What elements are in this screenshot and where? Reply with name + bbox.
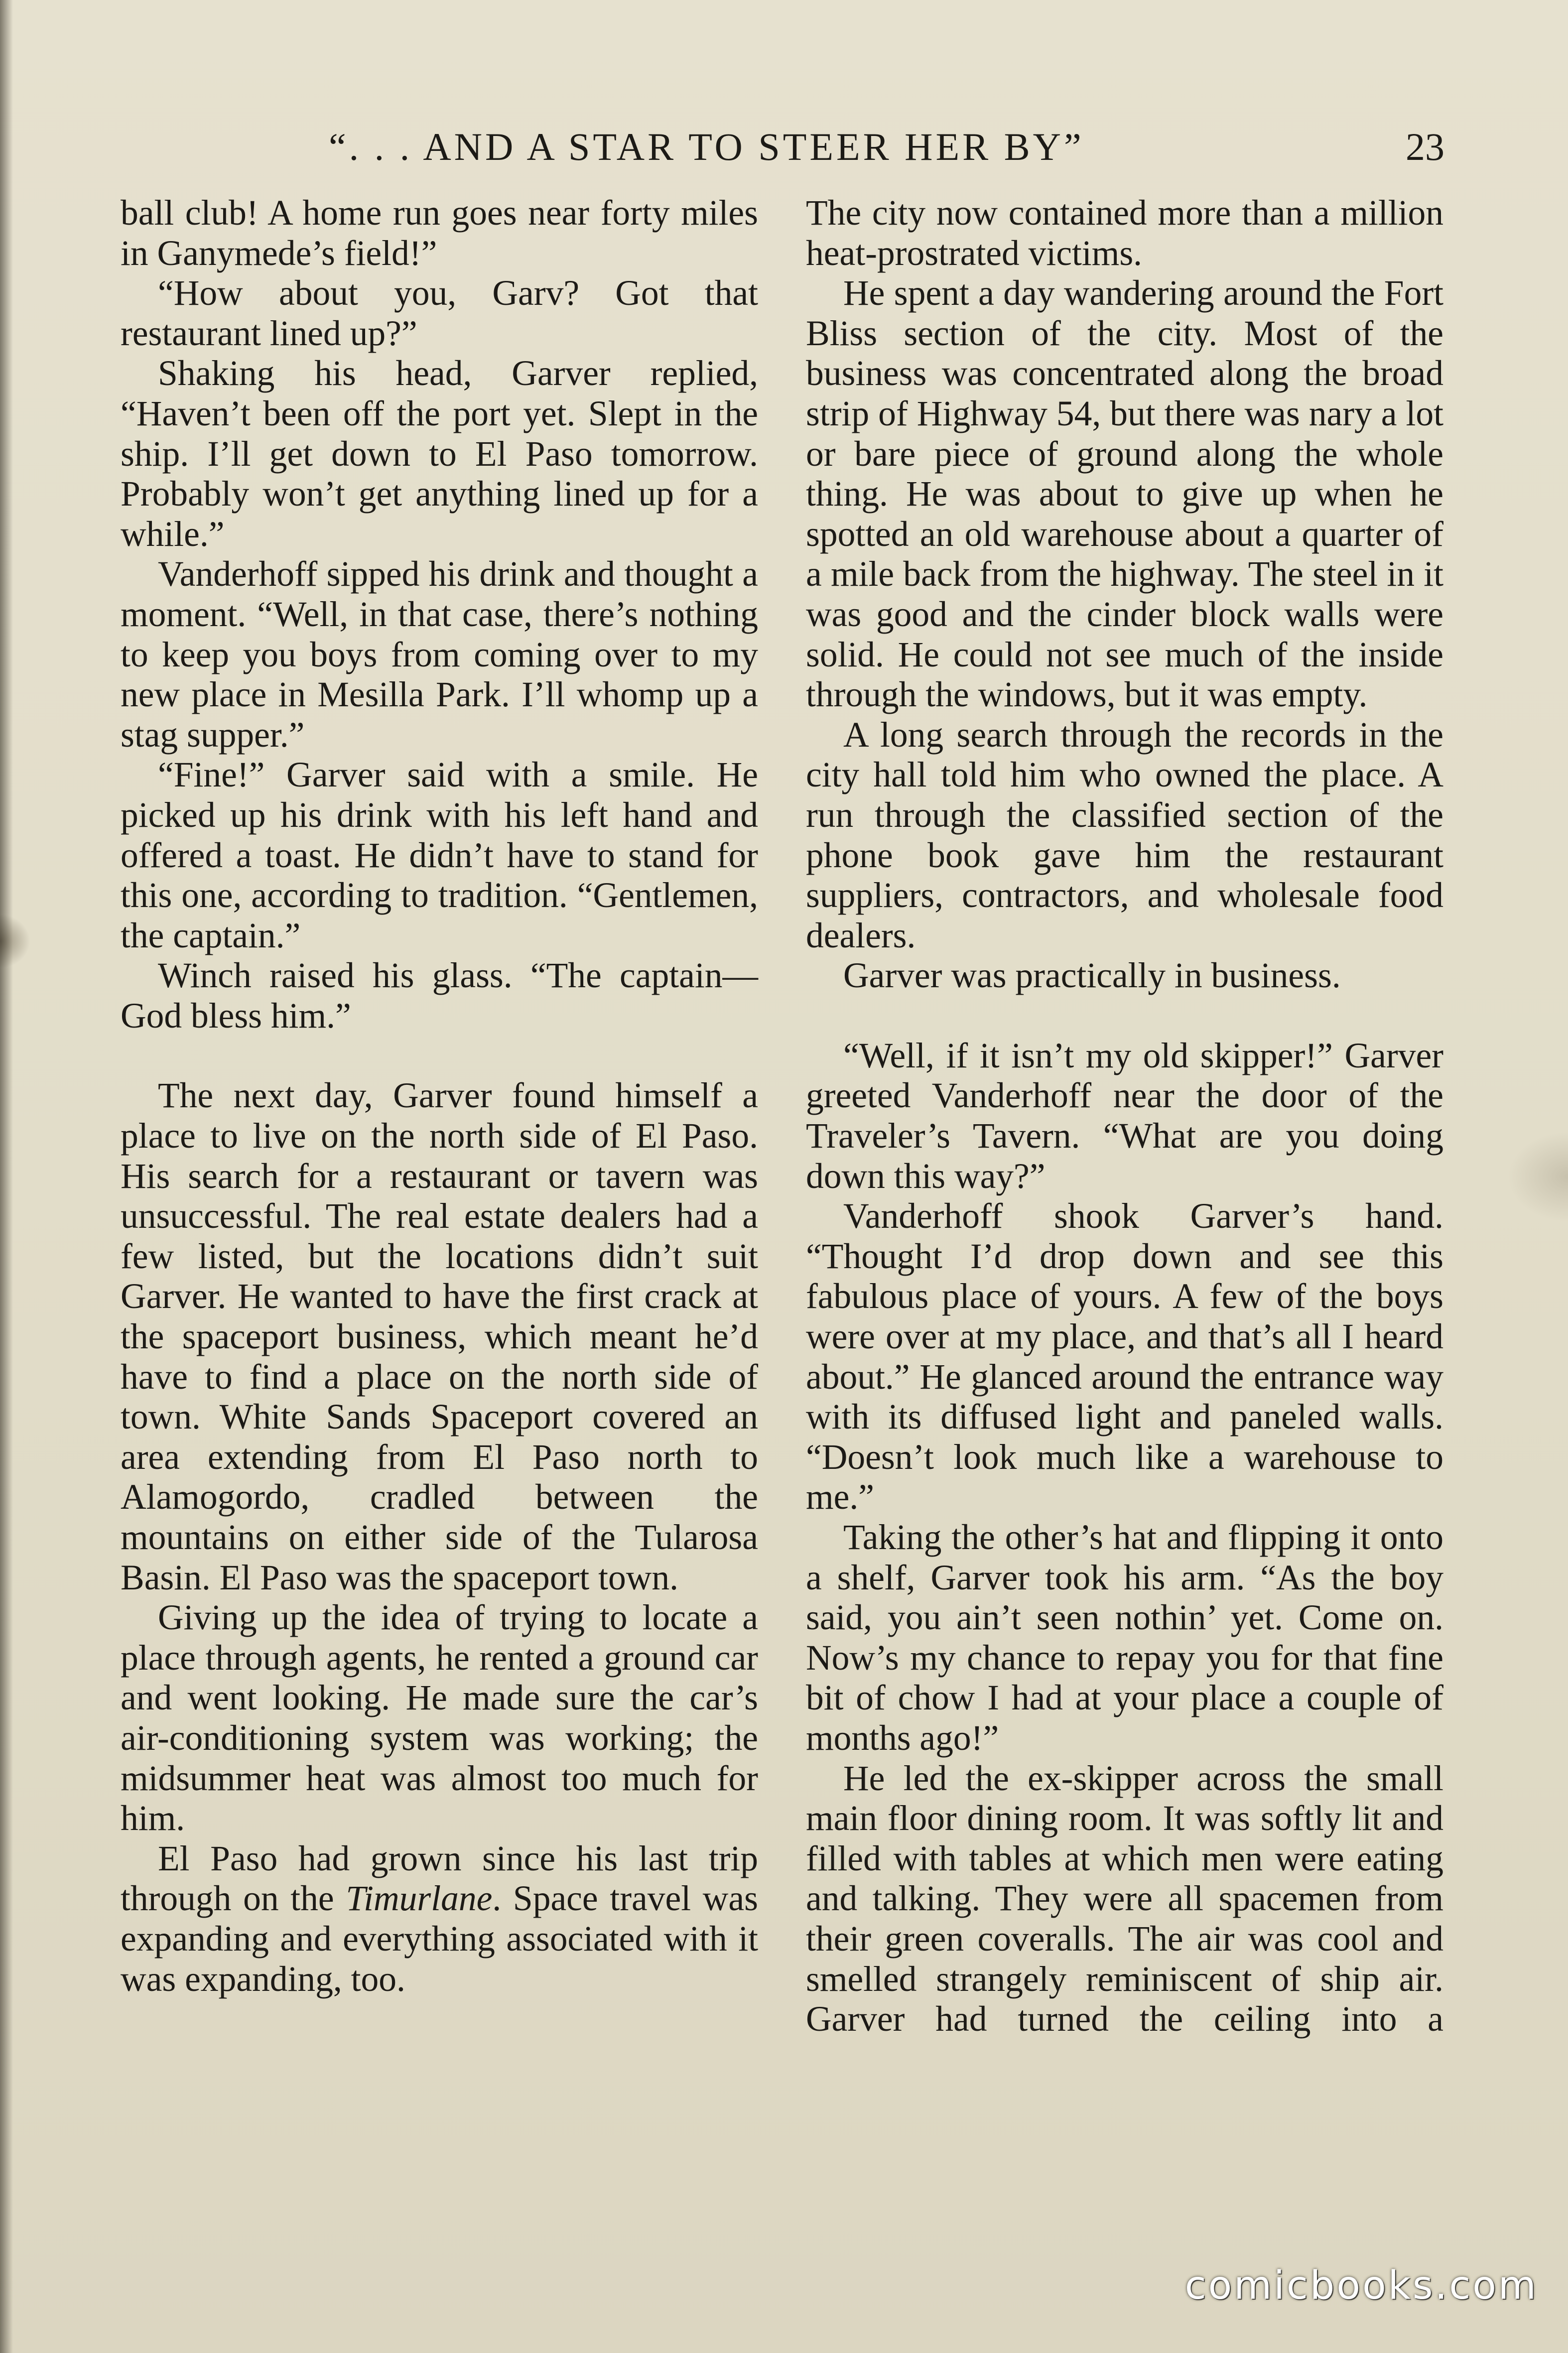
paragraph: A long search through the records in the city hall told him who owned the place. A run through the classified section of the phone book gave him the restaurant suppliers, contractors, and wholesale food dealers. [806, 715, 1443, 955]
running-head: “. . . AND A STAR TO STEER HER BY” [329, 125, 1084, 168]
page-header [120, 125, 1444, 179]
paragraph-text: El Paso had grown since his last trip through on the [121, 1838, 758, 1919]
paragraph: ball club! A home run goes near forty miles in Ganymede’s field!” [121, 193, 758, 273]
paragraph-text: . Space travel was expanding and everything associated with it was expanding, too. [121, 1879, 758, 1999]
paragraph: He spent a day wandering around the Fort Bliss section of the city. Most of the business was concentrated along the broad strip of Highway 54, but there was nary a lot or bare piece of ground along the whole thing. He was about to give up when he spotted an old warehouse about a quarter of a mile back from the highway. The steel in it was good and the cinder block walls were solid. He could not see much of the inside through the windows, but it was empty. [806, 273, 1443, 715]
paragraph: “How about you, Garv? Got that restaurant lined up?” [121, 273, 758, 353]
paragraph: Shaking his head, Garver replied, “Haven’t been off the port yet. Slept in the ship. I’ll get down to El Paso tomorrow. Probably won’t get anything lined up for a while.” [121, 354, 758, 554]
paragraph [121, 1839, 758, 1999]
paragraph: “Well, if it isn’t my old skipper!” Garver greeted Vanderhoff near the door of the Traveler’s Tavern. “What are you doing down this way?” [806, 1036, 1443, 1196]
paragraph: He led the ex-skipper across the small main floor dining room. It was softly lit and filled with tables at which men were eating and talking. They were all spacemen from their green coveralls. The air was cool and smelled strangely reminiscent of ship air. Garver had turned the ceiling into a [806, 1758, 1443, 2039]
ship-name: Timurlane [346, 1879, 493, 1919]
paragraph: Garver was practically in business. [843, 956, 1341, 996]
right-column [806, 193, 1443, 2040]
watermark: comicbooks.com [1184, 2263, 1538, 2308]
paragraph: The city now contained more than a million heat-prostrated victims. [806, 193, 1443, 273]
paragraph: Winch raised his glass. “The captain—God bless him.” [121, 956, 758, 1036]
page-number: 23 [1406, 125, 1444, 168]
paragraph: Giving up the idea of trying to locate a place through agents, he rented a ground car and went looking. He made sure the car’s air-conditioning system was working; the midsummer heat was almost too much for him. [121, 1598, 758, 1838]
paragraph: Taking the other’s hat and flipping it onto a shelf, Garver took his arm. “As the boy said, you ain’t seen nothin’ yet. Come on. Now’s my chance to repay you for that fine bit of chow I had at your place a couple of months ago!” [806, 1518, 1443, 1758]
paragraph: The next day, Garver found himself a place to live on the north side of El Paso. His search for a restaurant or tavern was unsuccessful. The real estate dealers had a few listed, but the locations didn’t suit Garver. He wanted to have the first crack at the spaceport business, which meant he’d have to find a place on the north side of town. White Sands Spaceport covered an area extending from El Paso north to Alamogordo, cradled between the mountains on either side of the Tularosa Basin. El Paso was the spaceport town. [121, 1076, 758, 1597]
page-edge-shadow [0, 0, 13, 2353]
left-column [121, 193, 758, 1999]
paragraph: Vanderhoff shook Garver’s hand. “Thought I’d drop down and see this fabulous place of yours. A few of the boys were over at my place, and that’s all I heard about.” He glanced around the entrance way with its diffused light and paneled walls. “Doesn’t look much like a warehouse to me.” [806, 1196, 1443, 1517]
paragraph: “Fine!” Garver said with a smile. He picked up his drink with his left hand and offered a toast. He didn’t have to stand for this one, according to tradition. “Gentlemen, the captain.” [121, 755, 758, 955]
paragraph: Vanderhoff sipped his drink and thought a moment. “Well, in that case, there’s nothing to keep you boys from coming over to my new place in Mesilla Park. I’ll whomp up a stag supper.” [121, 554, 758, 755]
